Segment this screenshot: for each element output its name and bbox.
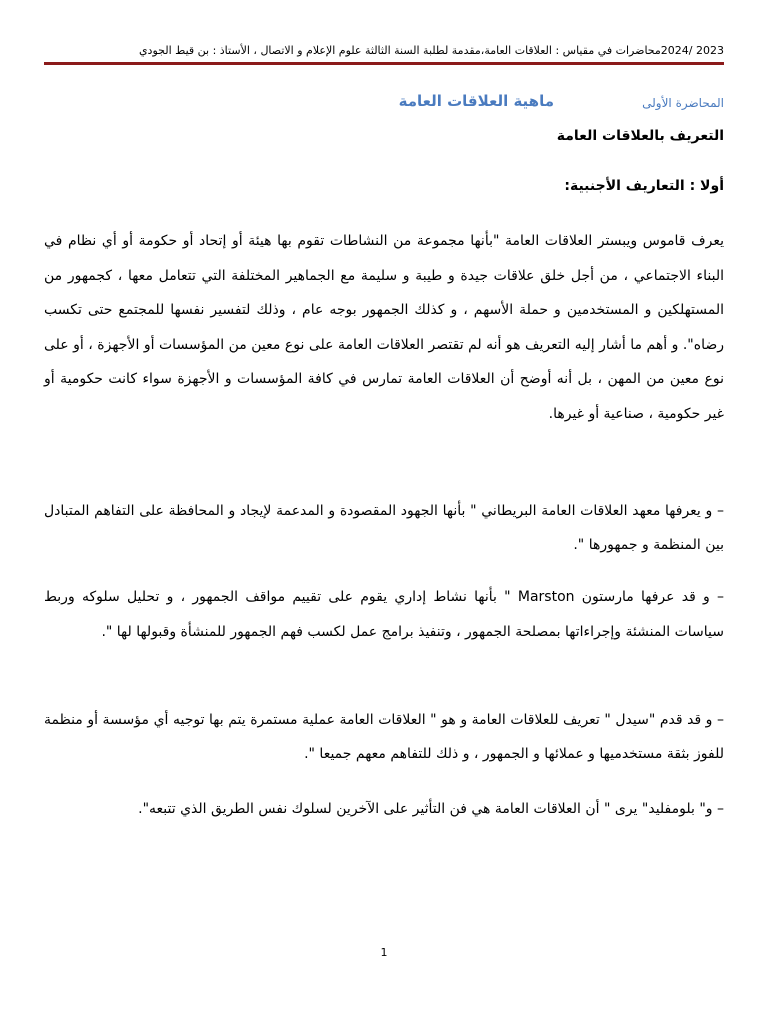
subsection-title: أولا : التعاريف الأجنبية:	[564, 178, 724, 194]
lecture-heading-row	[44, 92, 724, 118]
paragraph-bloomfield-definition: – و" بلومفليد" يرى " أن العلاقات العامة هي فن التأثير على الآخرين لسلوك نفس الطريق الذي تتبعه".	[138, 801, 724, 817]
paragraph-webster-definition: يعرف قاموس ويبستر العلاقات العامة "بأنها مجموعة من النشاطات تقوم بها هيئة أو إتحاد أو حكومة أو أي نظام في البناء الاجتماعي ، من أجل خلق علاقات جيدة و طيبة و سليمة مع الجماهير المختلفة التي تتعامل معها ، كجمهور من المستهلكين و المستخدمين و حملة الأسهم ، و كذلك الجمهور بوجه عام ، وذلك لتفسير نفسها للمجتمع حتى تكسب رضاه". و أهم ما أشار إليه التعريف هو أنه لم تقتصر العلاقات العامة على نوع معين من المؤسسات أو الأجهزة ، أو على نوع معين من المهن ، بل أنه أوضح أن العلاقات العامة تمارس في كافة المؤسسات و الأجهزة سواء كانت حكومية أو غير حكومية ، صناعية أو غيرها.	[44, 233, 724, 422]
section-title: التعريف بالعلاقات العامة	[556, 128, 724, 144]
lecture-title: ماهية العلاقات العامة	[398, 92, 554, 110]
paragraph-sidel-definition: – و قد قدم "سيدل " تعريف للعلاقات العامة و هو " العلاقات العامة عملية مستمرة يتم بها توجيه أي مؤسسة أو منظمة للفوز بثقة مستخدميها و عملائها و الجمهور ، و ذلك للتفاهم معهم جميعا ".	[44, 712, 724, 762]
lecture-label: المحاضرة الأولى	[642, 96, 724, 110]
page-header: 2023 /2024محاضرات في مقياس : العلاقات العامة،مقدمة لطلبة السنة الثالثة علوم الإعلام و الاتصال ، الأستاذ : بن قيط الجودي	[138, 44, 724, 57]
paragraph-british-institute-definition: – و يعرفها معهد العلاقات العامة البريطاني " بأنها الجهود المقصودة و المدعمة لإيجاد و المحافظة على التفاهم المتبادل بين المنظمة و جمهورها ".	[44, 503, 724, 553]
page-number: 1	[380, 946, 388, 959]
header-divider	[44, 62, 724, 65]
paragraph-marston-definition: – و قد عرفها مارستون Marston " بأنها نشاط إداري يقوم على تقييم مواقف الجمهور ، و تحليل سلوكه وربط سياسات المنشئة وإجراءاتها بمصلحة الجمهور ، وتنفيذ برامج عمل لكسب فهم الجمهور للمنشأة وقبولها لها ".	[44, 589, 724, 640]
